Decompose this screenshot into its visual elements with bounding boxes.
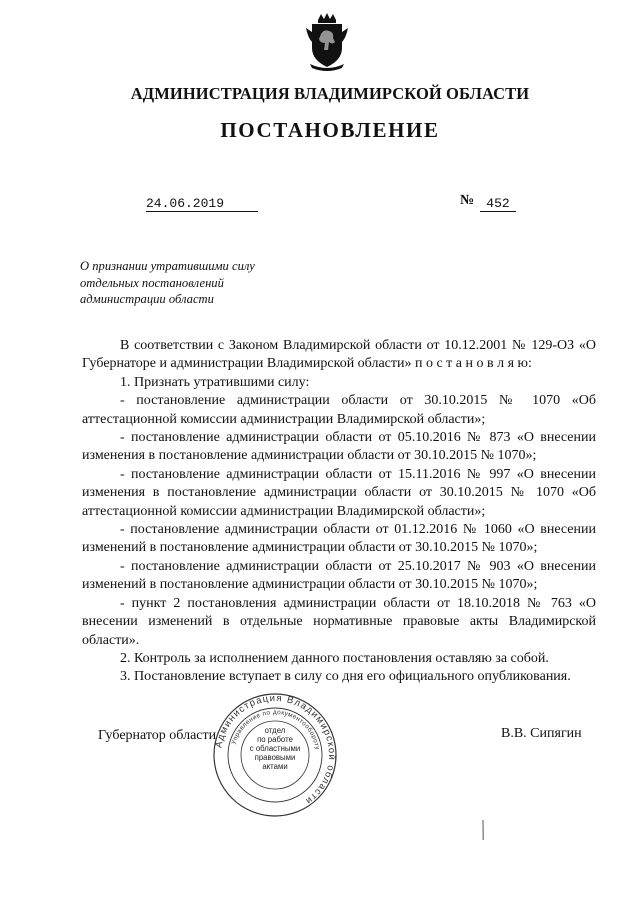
signer-position: Губернатор области xyxy=(98,728,217,743)
stamp-center-line: по работе xyxy=(257,735,293,744)
document-number: 452 xyxy=(480,196,516,212)
organization-title: АДМИНИСТРАЦИЯ ВЛАДИМИРСКОЙ ОБЛАСТИ xyxy=(130,84,530,103)
subject-line: администрации области xyxy=(80,292,214,306)
clause-3: 3. Постановление вступает в силу со дня его официального опубликования. xyxy=(120,669,571,685)
stamp-center-text xyxy=(244,726,306,771)
clause-2: 2. Контроль за исполнением данного постановления оставляю за собой. xyxy=(120,650,549,666)
document-body xyxy=(82,337,596,687)
clause-1-item: - постановление администрации области от 25.10.2017 № 903 «О внесении изменений в постановление администрации области от 30.10.2015 № 1070»; xyxy=(82,558,596,593)
clause-1: 1. Признать утратившими силу: xyxy=(120,374,310,390)
stamp-outer-text: Администрация Владимирской области xyxy=(213,692,338,807)
document-subject xyxy=(80,258,280,308)
subject-line: отдельных постановлений xyxy=(80,275,224,290)
coat-of-arms-icon xyxy=(304,12,350,72)
preamble: В соответствии с Законом Владимирской области от 10.12.2001 № 129-ОЗ «О Губернаторе и администрации Владимирской области» п о с т а н о в л я ю: xyxy=(82,338,596,372)
stamp-center-line: актами xyxy=(262,762,288,771)
document-type: ПОСТАНОВЛЕНИЕ xyxy=(220,118,440,142)
clause-1-item: - постановление администрации области от 15.11.2016 № 997 «О внесении изменения в постановление администрации области от 30.10.2015 № 1070 «Об аттестационной комиссии администрации Владимирской области»; xyxy=(82,466,596,519)
number-label: № xyxy=(460,193,475,208)
subject-line: О признании утратившими силу xyxy=(80,259,255,273)
signer-name: В.В. Сипягин xyxy=(501,726,582,741)
clause-1-item: - пункт 2 постановления администрации области от 18.10.2018 № 763 «О внесении изменений в отдельные нормативные правовые акты Владимирской области». xyxy=(82,595,596,648)
stamp-center-line: отдел xyxy=(264,726,286,735)
document-date: 24.06.2019 xyxy=(146,196,258,212)
stamp-inner-text: Управление по документообороту xyxy=(230,708,321,751)
stamp-center-line: с областными xyxy=(249,744,301,753)
clause-1-item: - постановление администрации области от 01.12.2016 № 1060 «О внесении изменений в постановление администрации области от 30.10.2015 № 1070»; xyxy=(82,522,596,556)
pen-mark xyxy=(482,820,484,840)
clause-1-item: - постановление администрации области от 30.10.2015 № 1070 «Об аттестационной комиссии администрации Владимирской области»; xyxy=(82,393,596,427)
stamp-center-line: правовыми xyxy=(254,753,296,762)
clause-1-item: - постановление администрации области от 05.10.2016 № 873 «О внесении изменения в постановление администрации области от 30.10.2015 № 1070»; xyxy=(82,430,596,464)
